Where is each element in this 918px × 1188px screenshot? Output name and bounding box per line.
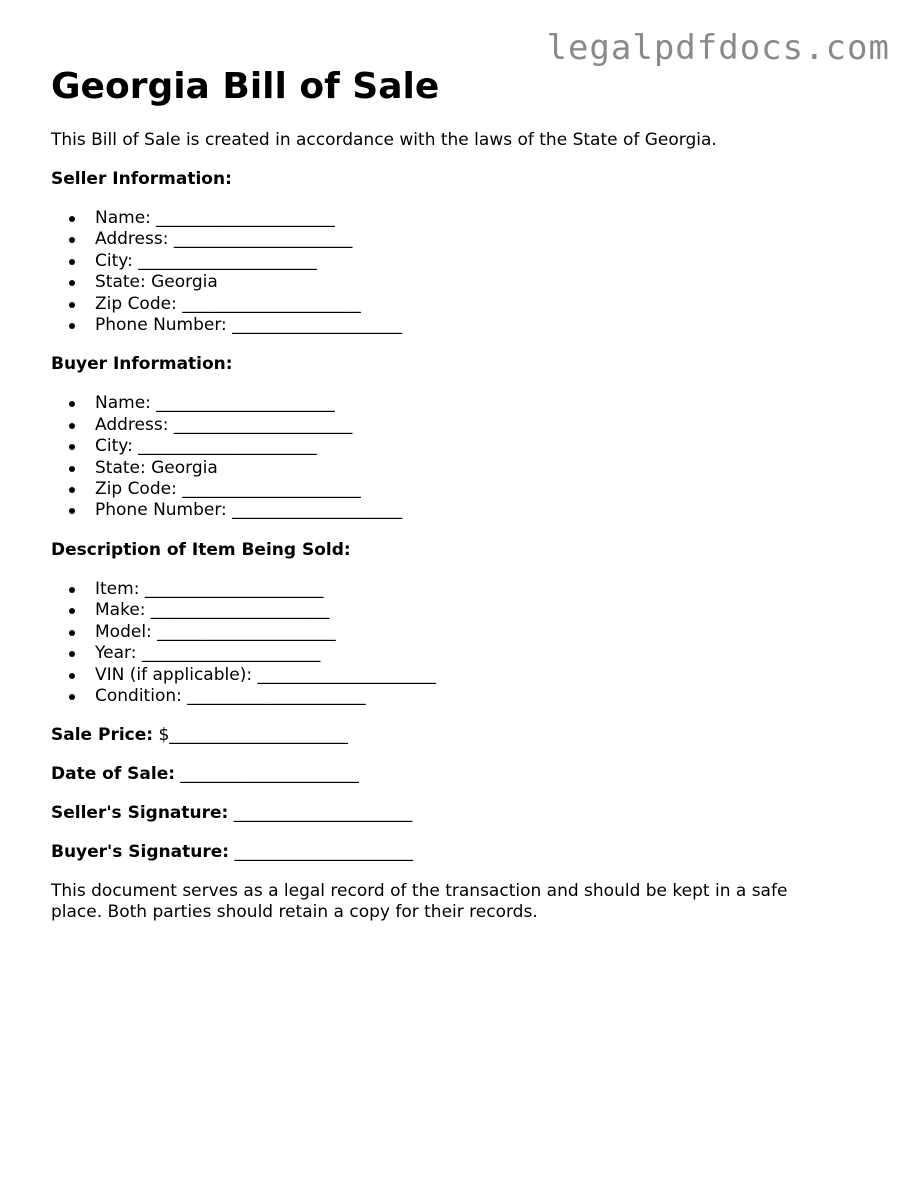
closing-text: This document serves as a legal record of the transaction and should be kept in a safe place. Both parties should retain a copy for their records. <box>51 881 788 923</box>
buyer-heading: Buyer Information: <box>51 354 233 375</box>
seller-city-field: City: _____________________ <box>95 251 851 272</box>
seller-state-field: State: Georgia <box>95 272 851 293</box>
seller-signature-label: Seller's Signature: <box>51 803 229 824</box>
buyer-zip-field: Zip Code: _____________________ <box>95 479 851 500</box>
year-field: Year: _____________________ <box>95 643 851 664</box>
buyer-signature-blank: _____________________ <box>229 842 413 863</box>
make-field: Make: _____________________ <box>95 600 851 621</box>
page-title: Georgia Bill of Sale <box>51 66 440 107</box>
item-heading: Description of Item Being Sold: <box>51 539 351 560</box>
sale-price-blank: $_____________________ <box>153 725 348 746</box>
seller-address-field: Address: _____________________ <box>95 229 851 250</box>
seller-heading: Seller Information: <box>51 169 232 189</box>
buyer-signature-label: Buyer's Signature: <box>51 842 230 863</box>
item-list <box>51 579 851 707</box>
vin-field: VIN (if applicable): _____________________ <box>95 665 851 686</box>
date-of-sale-label: Date of Sale: <box>51 764 176 785</box>
buyer-phone-field: Phone Number: ____________________ <box>95 500 851 521</box>
seller-name-field: Name: _____________________ <box>95 208 851 229</box>
seller-signature-line <box>51 803 851 824</box>
buyer-address-field: Address: _____________________ <box>95 415 851 436</box>
buyer-name-field: Name: _____________________ <box>95 393 851 414</box>
item-field: Item: _____________________ <box>95 579 851 600</box>
buyer-signature-line <box>51 842 851 863</box>
sale-price-line <box>51 725 851 746</box>
seller-list <box>51 208 851 336</box>
document-body <box>51 64 851 923</box>
model-field: Model: _____________________ <box>95 622 851 643</box>
seller-phone-field: Phone Number: ____________________ <box>95 315 851 336</box>
sale-price-label: Sale Price: <box>51 725 154 746</box>
seller-zip-field: Zip Code: _____________________ <box>95 294 851 315</box>
buyer-list <box>51 393 851 521</box>
watermark: legalpdfdocs.com <box>546 28 890 68</box>
date-of-sale-line <box>51 764 851 785</box>
seller-signature-blank: _____________________ <box>228 803 413 824</box>
date-of-sale-blank: _____________________ <box>175 764 359 785</box>
condition-field: Condition: _____________________ <box>95 686 851 707</box>
buyer-city-field: City: _____________________ <box>95 436 851 457</box>
buyer-state-field: State: Georgia <box>95 458 851 479</box>
intro-text: This Bill of Sale is created in accordance with the laws of the State of Georgia. <box>51 130 717 150</box>
